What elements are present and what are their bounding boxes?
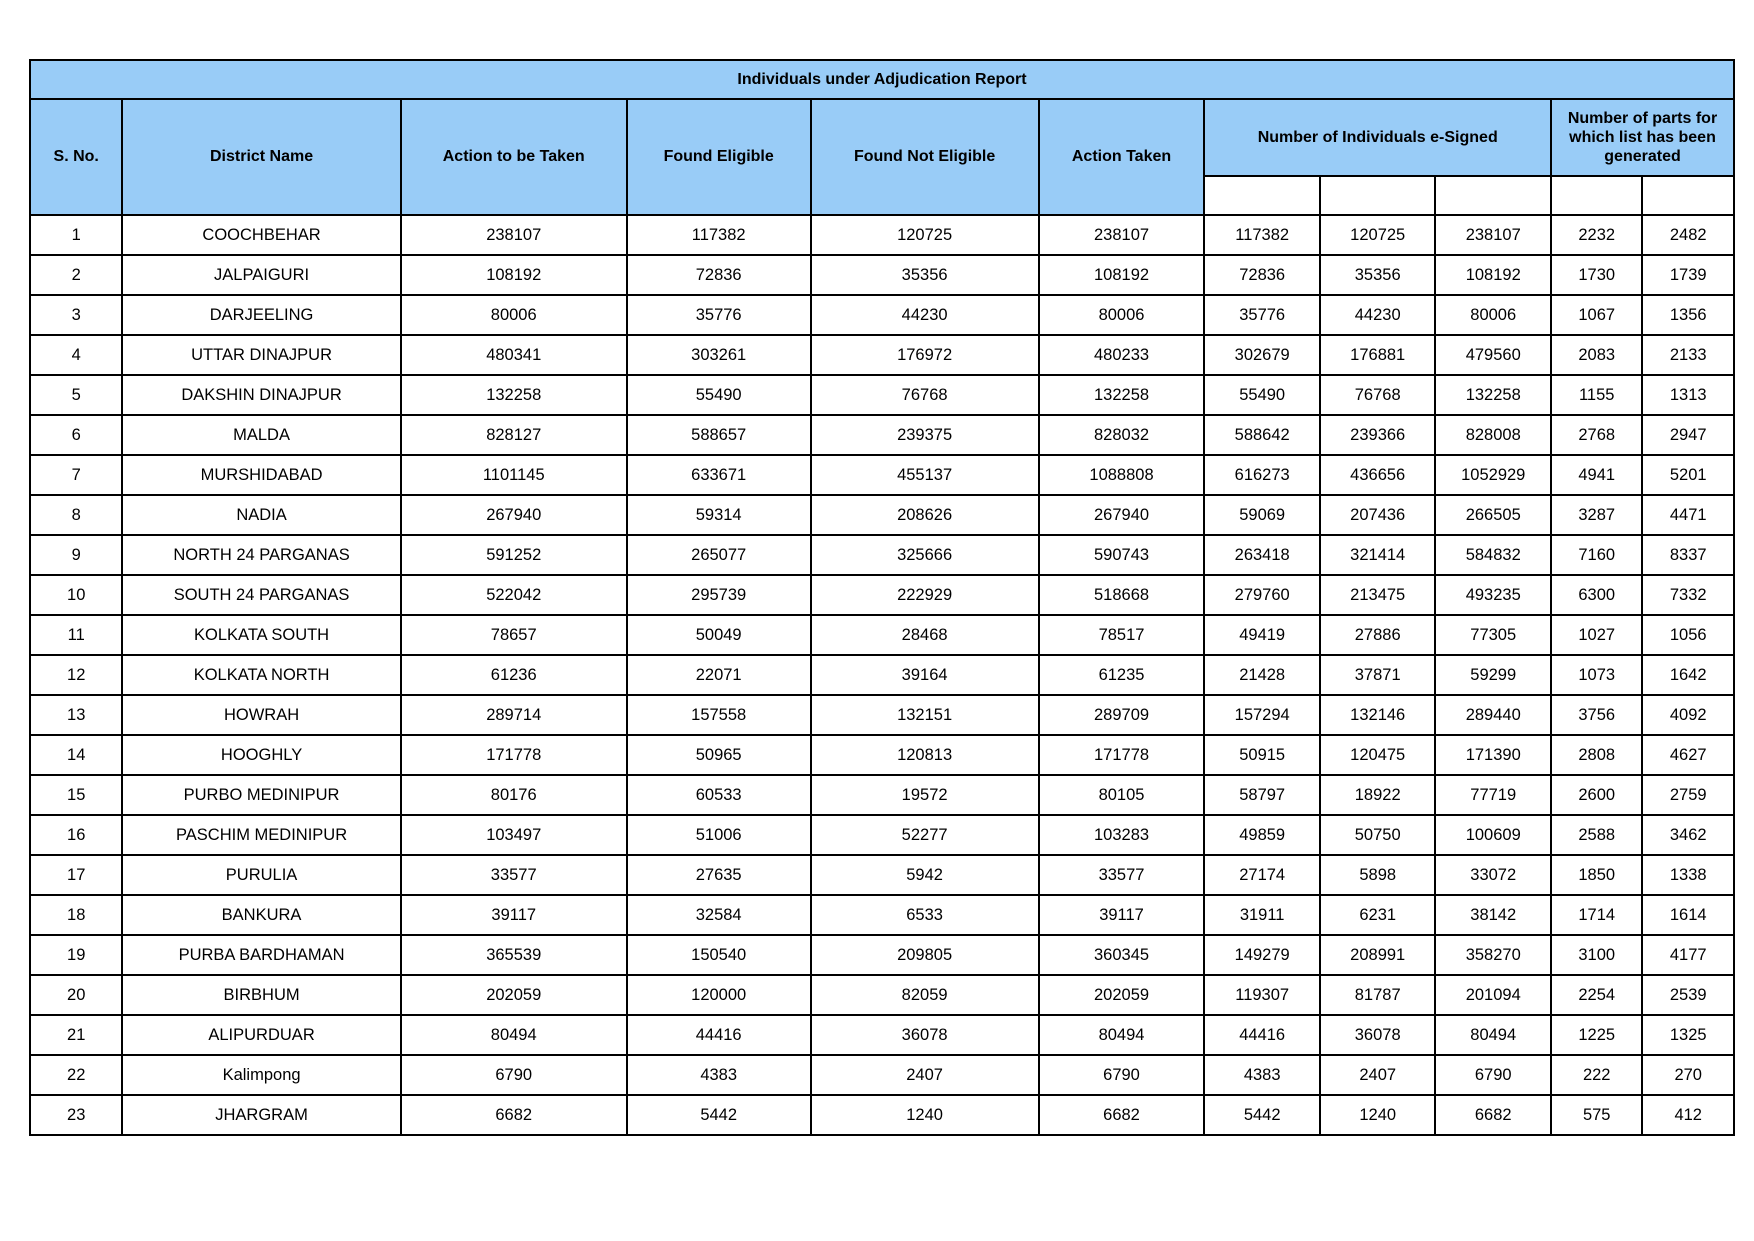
cell-action-to-be-taken: 33577: [401, 855, 627, 895]
table-row: [30, 535, 1734, 575]
cell-sno: 19: [30, 935, 122, 975]
cell-parts-2: 4092: [1642, 695, 1734, 735]
cell-esigned-2: 5898: [1320, 855, 1436, 895]
cell-action-to-be-taken: 522042: [401, 575, 627, 615]
cell-esigned-1: 55490: [1204, 375, 1320, 415]
cell-parts-1: 4941: [1551, 455, 1642, 495]
cell-esigned-2: 207436: [1320, 495, 1436, 535]
cell-parts-1: 575: [1551, 1095, 1642, 1135]
cell-action-taken: 6790: [1039, 1055, 1205, 1095]
table-row: [30, 935, 1734, 975]
cell-action-to-be-taken: 289714: [401, 695, 627, 735]
table-row: [30, 615, 1734, 655]
cell-esigned-2: 2407: [1320, 1055, 1436, 1095]
cell-action-taken: 289709: [1039, 695, 1205, 735]
table-row: [30, 415, 1734, 455]
cell-found-eligible: 51006: [627, 815, 811, 855]
cell-action-taken: 360345: [1039, 935, 1205, 975]
cell-esigned-2: 76768: [1320, 375, 1436, 415]
cell-esigned-1: 4383: [1204, 1055, 1320, 1095]
table-row: [30, 735, 1734, 775]
cell-found-not-eligible: 325666: [811, 535, 1039, 575]
cell-district-name: BIRBHUM: [122, 975, 400, 1015]
cell-district-name: HOWRAH: [122, 695, 400, 735]
cell-esigned-1: 49419: [1204, 615, 1320, 655]
cell-sno: 5: [30, 375, 122, 415]
cell-parts-1: 1714: [1551, 895, 1642, 935]
cell-action-taken: 80494: [1039, 1015, 1205, 1055]
cell-found-eligible: 60533: [627, 775, 811, 815]
cell-esigned-2: 27886: [1320, 615, 1436, 655]
cell-parts-2: 2759: [1642, 775, 1734, 815]
cell-action-taken: 480233: [1039, 335, 1205, 375]
cell-found-eligible: 55490: [627, 375, 811, 415]
cell-esigned-1: 119307: [1204, 975, 1320, 1015]
cell-found-eligible: 633671: [627, 455, 811, 495]
cell-esigned-1: 44416: [1204, 1015, 1320, 1055]
cell-parts-2: 4471: [1642, 495, 1734, 535]
cell-found-not-eligible: 239375: [811, 415, 1039, 455]
cell-esigned-3: 6790: [1435, 1055, 1551, 1095]
cell-found-eligible: 50049: [627, 615, 811, 655]
header-esigned-sub-3: [1435, 176, 1551, 215]
cell-esigned-3: 77719: [1435, 775, 1551, 815]
cell-parts-1: 2808: [1551, 735, 1642, 775]
cell-found-not-eligible: 19572: [811, 775, 1039, 815]
cell-esigned-3: 38142: [1435, 895, 1551, 935]
cell-action-to-be-taken: 1101145: [401, 455, 627, 495]
cell-esigned-3: 59299: [1435, 655, 1551, 695]
adjudication-report-table: [29, 59, 1735, 1136]
table-row: [30, 375, 1734, 415]
cell-found-eligible: 295739: [627, 575, 811, 615]
cell-parts-1: 222: [1551, 1055, 1642, 1095]
cell-esigned-1: 31911: [1204, 895, 1320, 935]
cell-found-eligible: 157558: [627, 695, 811, 735]
cell-action-taken: 238107: [1039, 215, 1205, 255]
cell-district-name: KOLKATA SOUTH: [122, 615, 400, 655]
cell-sno: 8: [30, 495, 122, 535]
cell-esigned-1: 616273: [1204, 455, 1320, 495]
cell-parts-2: 4177: [1642, 935, 1734, 975]
cell-found-not-eligible: 39164: [811, 655, 1039, 695]
cell-sno: 17: [30, 855, 122, 895]
table-row: [30, 575, 1734, 615]
table-row: [30, 855, 1734, 895]
cell-district-name: ALIPURDUAR: [122, 1015, 400, 1055]
table-row: [30, 655, 1734, 695]
cell-found-eligible: 117382: [627, 215, 811, 255]
cell-found-eligible: 120000: [627, 975, 811, 1015]
cell-parts-1: 1730: [1551, 255, 1642, 295]
cell-parts-1: 3100: [1551, 935, 1642, 975]
cell-found-eligible: 50965: [627, 735, 811, 775]
cell-action-taken: 108192: [1039, 255, 1205, 295]
cell-found-eligible: 72836: [627, 255, 811, 295]
cell-parts-1: 3287: [1551, 495, 1642, 535]
table-row: [30, 295, 1734, 335]
table-row: [30, 695, 1734, 735]
cell-action-to-be-taken: 6790: [401, 1055, 627, 1095]
cell-esigned-2: 239366: [1320, 415, 1436, 455]
cell-district-name: DAKSHIN DINAJPUR: [122, 375, 400, 415]
cell-esigned-3: 201094: [1435, 975, 1551, 1015]
cell-found-not-eligible: 1240: [811, 1095, 1039, 1135]
cell-action-taken: 78517: [1039, 615, 1205, 655]
cell-sno: 21: [30, 1015, 122, 1055]
cell-found-eligible: 35776: [627, 295, 811, 335]
header-action-taken: Action Taken: [1039, 99, 1205, 215]
cell-found-not-eligible: 455137: [811, 455, 1039, 495]
cell-esigned-1: 59069: [1204, 495, 1320, 535]
cell-parts-1: 2083: [1551, 335, 1642, 375]
cell-parts-2: 4627: [1642, 735, 1734, 775]
cell-parts-2: 5201: [1642, 455, 1734, 495]
cell-parts-1: 7160: [1551, 535, 1642, 575]
cell-esigned-1: 157294: [1204, 695, 1320, 735]
cell-action-to-be-taken: 80494: [401, 1015, 627, 1055]
cell-sno: 12: [30, 655, 122, 695]
cell-found-eligible: 150540: [627, 935, 811, 975]
cell-action-taken: 828032: [1039, 415, 1205, 455]
cell-parts-1: 1067: [1551, 295, 1642, 335]
cell-esigned-1: 35776: [1204, 295, 1320, 335]
cell-action-taken: 202059: [1039, 975, 1205, 1015]
cell-action-to-be-taken: 61236: [401, 655, 627, 695]
cell-esigned-2: 213475: [1320, 575, 1436, 615]
cell-action-taken: 518668: [1039, 575, 1205, 615]
cell-parts-2: 2947: [1642, 415, 1734, 455]
cell-district-name: COOCHBEHAR: [122, 215, 400, 255]
cell-parts-1: 1027: [1551, 615, 1642, 655]
cell-action-to-be-taken: 108192: [401, 255, 627, 295]
cell-esigned-2: 44230: [1320, 295, 1436, 335]
cell-action-to-be-taken: 103497: [401, 815, 627, 855]
table-row: [30, 1015, 1734, 1055]
cell-action-taken: 132258: [1039, 375, 1205, 415]
table-row: [30, 1095, 1734, 1135]
cell-district-name: MALDA: [122, 415, 400, 455]
cell-esigned-1: 263418: [1204, 535, 1320, 575]
header-parts-sub-1: [1551, 176, 1642, 215]
cell-parts-2: 1614: [1642, 895, 1734, 935]
cell-found-eligible: 588657: [627, 415, 811, 455]
cell-esigned-3: 828008: [1435, 415, 1551, 455]
cell-esigned-2: 50750: [1320, 815, 1436, 855]
cell-sno: 9: [30, 535, 122, 575]
cell-esigned-3: 33072: [1435, 855, 1551, 895]
header-action-to-be-taken: Action to be Taken: [401, 99, 627, 215]
cell-action-taken: 80006: [1039, 295, 1205, 335]
cell-esigned-3: 493235: [1435, 575, 1551, 615]
cell-esigned-2: 37871: [1320, 655, 1436, 695]
cell-esigned-2: 120475: [1320, 735, 1436, 775]
cell-action-taken: 80105: [1039, 775, 1205, 815]
cell-esigned-3: 108192: [1435, 255, 1551, 295]
cell-parts-1: 2254: [1551, 975, 1642, 1015]
cell-esigned-3: 80006: [1435, 295, 1551, 335]
cell-found-not-eligible: 176972: [811, 335, 1039, 375]
cell-action-to-be-taken: 591252: [401, 535, 627, 575]
cell-found-not-eligible: 5942: [811, 855, 1039, 895]
cell-esigned-2: 132146: [1320, 695, 1436, 735]
cell-esigned-3: 1052929: [1435, 455, 1551, 495]
cell-esigned-3: 358270: [1435, 935, 1551, 975]
table-row: [30, 455, 1734, 495]
cell-sno: 13: [30, 695, 122, 735]
cell-parts-1: 2588: [1551, 815, 1642, 855]
cell-district-name: KOLKATA NORTH: [122, 655, 400, 695]
cell-esigned-2: 6231: [1320, 895, 1436, 935]
cell-sno: 15: [30, 775, 122, 815]
cell-parts-2: 7332: [1642, 575, 1734, 615]
cell-district-name: PURBO MEDINIPUR: [122, 775, 400, 815]
cell-sno: 18: [30, 895, 122, 935]
header-individuals-esigned: Number of Individuals e-Signed: [1204, 99, 1551, 176]
cell-esigned-2: 35356: [1320, 255, 1436, 295]
cell-district-name: NORTH 24 PARGANAS: [122, 535, 400, 575]
table-body: [30, 215, 1734, 1135]
cell-found-eligible: 22071: [627, 655, 811, 695]
cell-parts-2: 270: [1642, 1055, 1734, 1095]
cell-action-to-be-taken: 80176: [401, 775, 627, 815]
cell-found-eligible: 303261: [627, 335, 811, 375]
table-header: [30, 60, 1734, 215]
cell-found-eligible: 5442: [627, 1095, 811, 1135]
cell-esigned-1: 5442: [1204, 1095, 1320, 1135]
cell-esigned-2: 176881: [1320, 335, 1436, 375]
cell-found-eligible: 32584: [627, 895, 811, 935]
cell-esigned-3: 266505: [1435, 495, 1551, 535]
cell-found-eligible: 265077: [627, 535, 811, 575]
cell-district-name: PASCHIM MEDINIPUR: [122, 815, 400, 855]
header-esigned-sub-1: [1204, 176, 1320, 215]
cell-district-name: PURULIA: [122, 855, 400, 895]
cell-found-not-eligible: 52277: [811, 815, 1039, 855]
cell-parts-1: 3756: [1551, 695, 1642, 735]
cell-found-eligible: 59314: [627, 495, 811, 535]
cell-action-to-be-taken: 6682: [401, 1095, 627, 1135]
cell-action-taken: 33577: [1039, 855, 1205, 895]
cell-esigned-1: 72836: [1204, 255, 1320, 295]
cell-sno: 22: [30, 1055, 122, 1095]
cell-parts-2: 1739: [1642, 255, 1734, 295]
cell-parts-1: 6300: [1551, 575, 1642, 615]
header-found-not-eligible: Found Not Eligible: [811, 99, 1039, 215]
cell-action-taken: 1088808: [1039, 455, 1205, 495]
cell-esigned-3: 100609: [1435, 815, 1551, 855]
cell-esigned-3: 171390: [1435, 735, 1551, 775]
cell-action-to-be-taken: 480341: [401, 335, 627, 375]
cell-parts-2: 8337: [1642, 535, 1734, 575]
cell-action-taken: 6682: [1039, 1095, 1205, 1135]
cell-action-to-be-taken: 202059: [401, 975, 627, 1015]
cell-found-not-eligible: 36078: [811, 1015, 1039, 1055]
cell-esigned-2: 36078: [1320, 1015, 1436, 1055]
cell-found-not-eligible: 208626: [811, 495, 1039, 535]
cell-found-eligible: 4383: [627, 1055, 811, 1095]
cell-found-not-eligible: 6533: [811, 895, 1039, 935]
cell-action-to-be-taken: 267940: [401, 495, 627, 535]
header-parts-generated: Number of parts for which list has been generated: [1551, 99, 1734, 176]
table-row: [30, 775, 1734, 815]
cell-action-taken: 39117: [1039, 895, 1205, 935]
cell-action-to-be-taken: 132258: [401, 375, 627, 415]
cell-sno: 6: [30, 415, 122, 455]
cell-parts-2: 2539: [1642, 975, 1734, 1015]
cell-esigned-1: 21428: [1204, 655, 1320, 695]
table-row: [30, 815, 1734, 855]
cell-esigned-3: 238107: [1435, 215, 1551, 255]
table-row: [30, 215, 1734, 255]
cell-found-not-eligible: 120813: [811, 735, 1039, 775]
cell-action-taken: 590743: [1039, 535, 1205, 575]
cell-sno: 23: [30, 1095, 122, 1135]
cell-parts-2: 1356: [1642, 295, 1734, 335]
cell-esigned-3: 584832: [1435, 535, 1551, 575]
cell-esigned-2: 436656: [1320, 455, 1436, 495]
cell-district-name: BANKURA: [122, 895, 400, 935]
cell-district-name: JHARGRAM: [122, 1095, 400, 1135]
table-row: [30, 895, 1734, 935]
cell-found-not-eligible: 82059: [811, 975, 1039, 1015]
cell-parts-1: 1850: [1551, 855, 1642, 895]
cell-sno: 16: [30, 815, 122, 855]
cell-esigned-3: 6682: [1435, 1095, 1551, 1135]
cell-action-to-be-taken: 828127: [401, 415, 627, 455]
cell-district-name: SOUTH 24 PARGANAS: [122, 575, 400, 615]
cell-district-name: DARJEELING: [122, 295, 400, 335]
cell-parts-2: 1313: [1642, 375, 1734, 415]
cell-action-to-be-taken: 80006: [401, 295, 627, 335]
cell-found-not-eligible: 209805: [811, 935, 1039, 975]
cell-sno: 10: [30, 575, 122, 615]
cell-parts-2: 1325: [1642, 1015, 1734, 1055]
cell-esigned-2: 1240: [1320, 1095, 1436, 1135]
cell-action-to-be-taken: 238107: [401, 215, 627, 255]
cell-district-name: MURSHIDABAD: [122, 455, 400, 495]
cell-esigned-2: 18922: [1320, 775, 1436, 815]
cell-district-name: Kalimpong: [122, 1055, 400, 1095]
cell-found-not-eligible: 120725: [811, 215, 1039, 255]
cell-parts-1: 1225: [1551, 1015, 1642, 1055]
cell-esigned-1: 58797: [1204, 775, 1320, 815]
cell-district-name: HOOGHLY: [122, 735, 400, 775]
cell-district-name: UTTAR DINAJPUR: [122, 335, 400, 375]
cell-district-name: NADIA: [122, 495, 400, 535]
cell-esigned-2: 321414: [1320, 535, 1436, 575]
cell-found-not-eligible: 35356: [811, 255, 1039, 295]
table-row: [30, 335, 1734, 375]
cell-action-taken: 267940: [1039, 495, 1205, 535]
cell-found-not-eligible: 2407: [811, 1055, 1039, 1095]
cell-esigned-1: 27174: [1204, 855, 1320, 895]
cell-parts-1: 2232: [1551, 215, 1642, 255]
cell-parts-1: 1073: [1551, 655, 1642, 695]
cell-esigned-1: 49859: [1204, 815, 1320, 855]
cell-parts-2: 412: [1642, 1095, 1734, 1135]
table-row: [30, 495, 1734, 535]
cell-sno: 1: [30, 215, 122, 255]
cell-sno: 20: [30, 975, 122, 1015]
cell-found-not-eligible: 132151: [811, 695, 1039, 735]
cell-found-eligible: 44416: [627, 1015, 811, 1055]
cell-sno: 11: [30, 615, 122, 655]
cell-parts-2: 2133: [1642, 335, 1734, 375]
cell-esigned-1: 117382: [1204, 215, 1320, 255]
cell-action-to-be-taken: 171778: [401, 735, 627, 775]
cell-parts-2: 2482: [1642, 215, 1734, 255]
table-row: [30, 975, 1734, 1015]
cell-sno: 3: [30, 295, 122, 335]
cell-esigned-3: 132258: [1435, 375, 1551, 415]
header-found-eligible: Found Eligible: [627, 99, 811, 215]
cell-parts-2: 1642: [1642, 655, 1734, 695]
header-sno: S. No.: [30, 99, 122, 215]
cell-district-name: JALPAIGURI: [122, 255, 400, 295]
cell-esigned-1: 149279: [1204, 935, 1320, 975]
cell-found-not-eligible: 76768: [811, 375, 1039, 415]
cell-esigned-1: 588642: [1204, 415, 1320, 455]
cell-sno: 4: [30, 335, 122, 375]
cell-esigned-2: 120725: [1320, 215, 1436, 255]
cell-found-not-eligible: 222929: [811, 575, 1039, 615]
cell-esigned-3: 479560: [1435, 335, 1551, 375]
header-district-name: District Name: [122, 99, 400, 215]
cell-found-not-eligible: 44230: [811, 295, 1039, 335]
report-title: Individuals under Adjudication Report: [30, 60, 1734, 99]
table-row: [30, 255, 1734, 295]
cell-esigned-3: 77305: [1435, 615, 1551, 655]
cell-parts-1: 2600: [1551, 775, 1642, 815]
table-row: [30, 1055, 1734, 1095]
cell-parts-2: 3462: [1642, 815, 1734, 855]
cell-action-to-be-taken: 365539: [401, 935, 627, 975]
header-esigned-sub-2: [1320, 176, 1436, 215]
header-parts-sub-2: [1642, 176, 1734, 215]
cell-action-taken: 103283: [1039, 815, 1205, 855]
cell-action-to-be-taken: 39117: [401, 895, 627, 935]
cell-esigned-1: 302679: [1204, 335, 1320, 375]
cell-parts-2: 1338: [1642, 855, 1734, 895]
cell-action-to-be-taken: 78657: [401, 615, 627, 655]
cell-sno: 2: [30, 255, 122, 295]
cell-parts-2: 1056: [1642, 615, 1734, 655]
cell-found-eligible: 27635: [627, 855, 811, 895]
cell-district-name: PURBA BARDHAMAN: [122, 935, 400, 975]
cell-esigned-2: 81787: [1320, 975, 1436, 1015]
cell-action-taken: 171778: [1039, 735, 1205, 775]
cell-sno: 7: [30, 455, 122, 495]
cell-esigned-2: 208991: [1320, 935, 1436, 975]
cell-parts-1: 1155: [1551, 375, 1642, 415]
cell-esigned-1: 279760: [1204, 575, 1320, 615]
cell-esigned-3: 80494: [1435, 1015, 1551, 1055]
cell-parts-1: 2768: [1551, 415, 1642, 455]
cell-esigned-3: 289440: [1435, 695, 1551, 735]
cell-esigned-1: 50915: [1204, 735, 1320, 775]
cell-action-taken: 61235: [1039, 655, 1205, 695]
cell-found-not-eligible: 28468: [811, 615, 1039, 655]
cell-sno: 14: [30, 735, 122, 775]
